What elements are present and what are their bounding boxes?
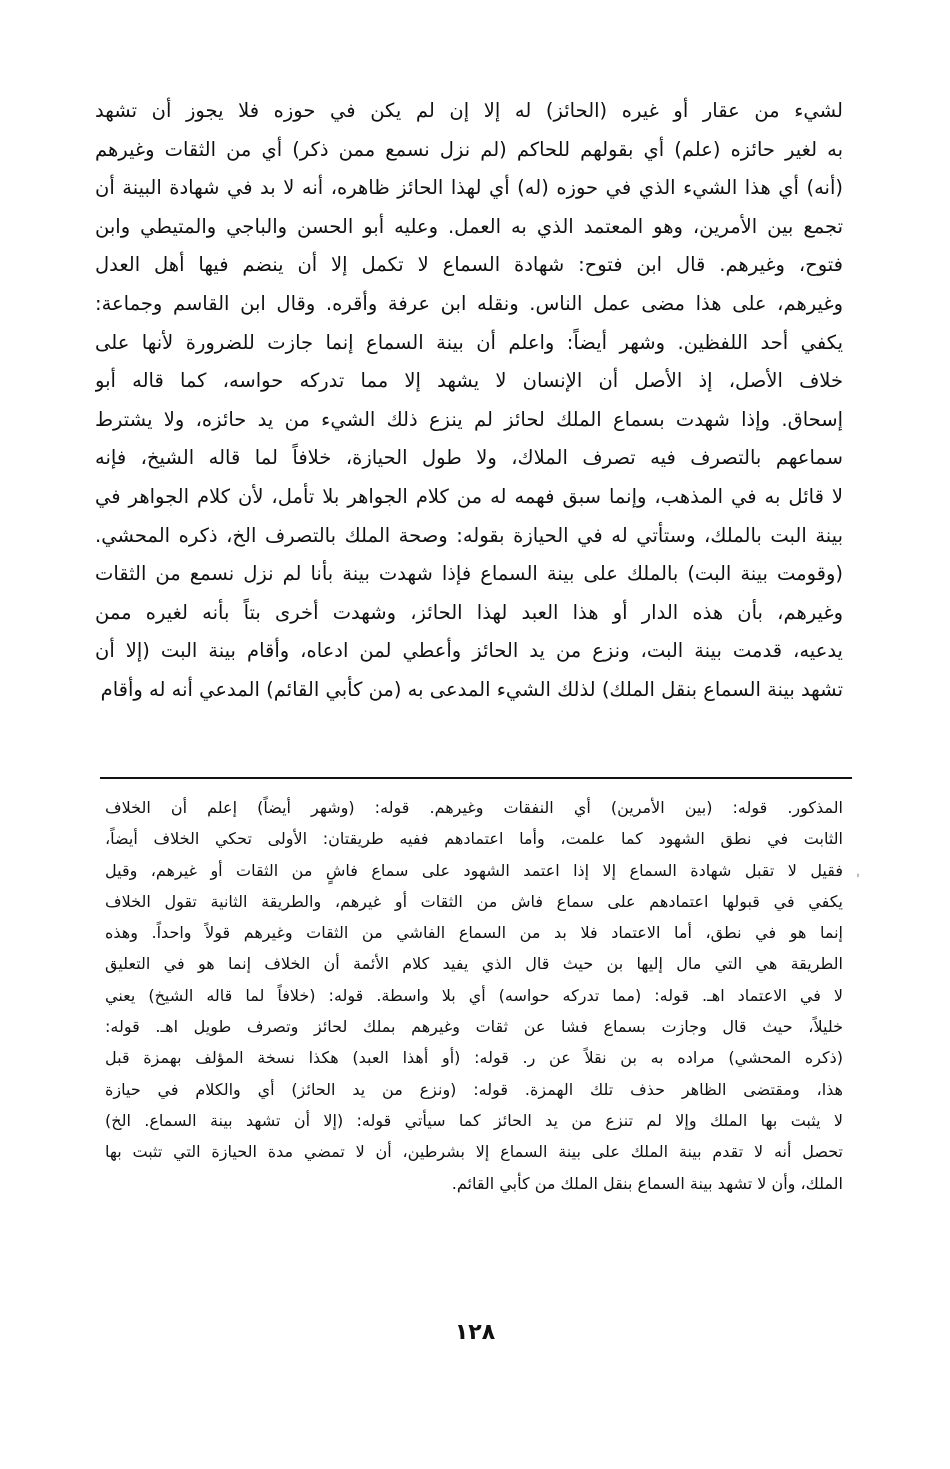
main-line: تجمع بين الأمرين، وهو المعتمد الذي به العمل. وعليه أبو الحسن والباجي والمتيطي وابن bbox=[95, 214, 843, 238]
main-line: تشهد بينة السماع بنقل الملك) لذلك الشيء المدعى به (من كأبي القائم) المدعي أنه له وأقام bbox=[100, 677, 843, 701]
main-line: وغيرهم، على هذا مضى عمل الناس. ونقله ابن عرفة وأقره. وقال ابن القاسم وجماعة: bbox=[95, 291, 843, 315]
footnote-line: هذا، ومقتضى الظاهر حذف تلك الهمزة. قوله: (ونزع من يد الحائز) أي والكلام في حيازة bbox=[105, 1079, 843, 1099]
footnote-line: (ذكره المحشي) مراده به بن نقلاً عن ر. قوله: (أو أهذا العبد) هكذا نسخة المؤلف بهمزة قبل bbox=[105, 1048, 843, 1068]
footnote-line: الملك، وأن لا تشهد بينة السماع بنقل الملك من كأبي القائم. bbox=[451, 1173, 843, 1193]
main-line: فتوح، وغيرهم. قال ابن فتوح: شهادة السماع لا تكمل إلا أن ينضم فيها أهل العدل bbox=[95, 253, 843, 277]
main-line: لا قائل به في المذهب، وإنما سبق فهمه له من كلام الجواهر بلا تأمل، لأن كلام الجواهر في bbox=[95, 484, 843, 508]
footnote-line: يكفي في قبولها اعتمادهم على سماع فاش من الثقات أو غيرهم، والطريقة الثانية تقول الخلاف bbox=[105, 891, 843, 911]
main-line: يكفي أحد اللفظين. وشهر أيضاً: واعلم أن بينة السماع إنما جازت للضرورة لأنها على bbox=[95, 330, 843, 354]
footnote-line: لا في الاعتماد اهـ. قوله: (مما تدركه حواسه) أي بلا واسطة. قوله: (خلافاً لما قاله الشيخ) يعني bbox=[105, 985, 843, 1005]
main-line: بينة البت بالملك، وستأتي له في الحيازة بقوله: وصحة الملك بالتصرف الخ، ذكره المحشي. bbox=[95, 523, 843, 547]
footnote-line: المذكور. قوله: (بين الأمرين) أي النفقات وغيرهم. قوله: (وشهر أيضاً) إعلم أن الخلاف bbox=[105, 798, 843, 817]
footnote-line: الثابت في نطق الشهود كما علمت، وأما اعتمادهم ففيه طريقتان: الأولى تحكي الخلاف أيضاً، bbox=[105, 829, 843, 849]
main-line: به لغير حائزه (علم) أي بقولهم للحاكم (لم نزل نسمع ممن ذكر) أي من الثقات وغيرهم bbox=[95, 137, 843, 161]
main-text-block bbox=[95, 92, 843, 710]
main-line: خلاف الأصل، إذ الأصل أن الإنسان لا يشهد إلا مما تدركه حواسه، كما قاله أبو bbox=[95, 369, 843, 393]
main-line: يدعيه، قدمت بينة البت، ونزع من يد الحائز وأعطي لمن ادعاه، وأقام بينة البت (إلا أن bbox=[95, 639, 843, 663]
footnote-line: لا يثبت بها الملك وإلا لم تنزع من يد الحائز كما سيأتي قوله: (إلا أن تشهد بينة السماع. الخ) bbox=[105, 1110, 843, 1130]
footnote-line: إنما هو في نطق، أما الاعتماد فلا بد من السماع الفاشي من الثقات وغيرهم قولاً واحداً. وهذه bbox=[105, 923, 843, 943]
footnote-line: تحصل أنه لا تقدم بينة الملك على بينة السماع إلا بشرطين، أن لا تمضي مدة الحيازة التي تثبت بها bbox=[105, 1142, 843, 1162]
page-number: ١٢٨ bbox=[454, 1320, 496, 1345]
main-line: سماعهم بالتصرف فيه تصرف الملاك، ولا طول الحيازة، خلافاً لما قاله الشيخ، فإنه bbox=[95, 446, 843, 470]
main-line: وغيرهم، بأن هذه الدار أو هذا العبد لهذا الحائز، وشهدت أخرى بتاً بأنه لغيره ممن bbox=[95, 600, 843, 624]
main-line: (أنه) أي هذا الشيء الذي في حوزه (له) أي لهذا الحائز ظاهره، أنه لا بد في شهادة البينة أن bbox=[95, 176, 843, 200]
footnote-line: الطريقة هي التي مال إليها بن حيث قال الذي يفيد كلام الأئمة أن الخلاف إنما هو في التعليق bbox=[105, 954, 843, 974]
main-line: إسحاق. وإذا شهدت بسماع الملك لحائز لم ينزع ذلك الشيء من يد حائزه، ولا يشترط bbox=[95, 407, 843, 431]
footnote-separator-rule bbox=[100, 777, 852, 779]
footnote-line: فقيل لا تقبل شهادة السماع إلا إذا اعتمد الشهود على سماع فاشٍ من الثقات أو غيرهم، وقيل bbox=[105, 860, 843, 880]
footnote-line: خليلاً، حيث قال وجازت بسماع فشا عن ثقات وغيرهم بملك لحائز وتصرف طويل اهـ. قوله: bbox=[105, 1017, 843, 1037]
main-line: (وقومت بينة البت) بالملك على بينة السماع فإذا شهدت بينة بأنا لم نزل نسمع من الثقات bbox=[95, 562, 843, 586]
footnote-text-block bbox=[105, 792, 843, 1199]
main-line: لشيء من عقار أو غيره (الحائز) له إلا إن لم يكن في حوزه فلا يجوز أن تشهد bbox=[95, 99, 843, 122]
